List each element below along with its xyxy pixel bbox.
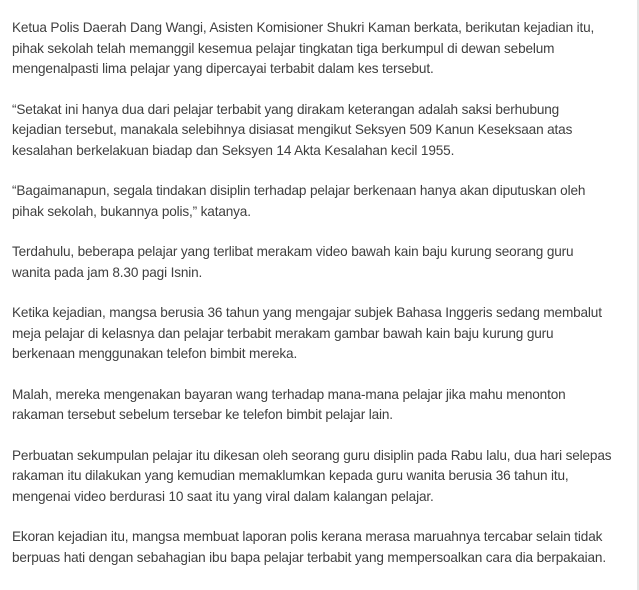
- article-paragraph-8: Ekoran kejadian itu, mangsa membuat laporan polis kerana merasa maruahnya tercabar selain tidak berpuas hati dengan sebahagian ibu bapa pelajar terbabit yang mempersoalkan cara dia berpakaian.: [12, 529, 606, 565]
- article-paragraph-3: “Bagaimanapun, segala tindakan disiplin terhadap pelajar berkenaan hanya akan diputuskan oleh pihak sekolah, bukannya polis,” katanya.: [12, 183, 586, 219]
- article-paragraph-6: Malah, mereka mengenakan bayaran wang terhadap mana-mana pelajar jika mahu menonton rakaman tersebut sebelum tersebar ke telefon bimbit pelajar lain.: [12, 386, 566, 422]
- article-paragraph-2: “Setakat ini hanya dua dari pelajar terbabit yang dirakam keterangan adalah saksi berhubung kejadian tersebut, manakala selebihnya disiasat mengikut Seksyen 509 Kanun Keseksaan atas kesalahan berkelakuan biadap dan Seksyen 14 Akta Kesalahan kecil 1955.: [12, 101, 573, 158]
- article-paragraph-7: Perbuatan sekumpulan pelajar itu dikesan oleh seorang guru disiplin pada Rabu lalu, dua hari selepas rakaman itu dilakukan yang kemudian memaklumkan kepada guru wanita berusia 36 tahun itu, mengenai video berdurasi 10 saat itu yang viral dalam kalangan pelajar.: [12, 447, 612, 504]
- article-body: [12, 18, 612, 588]
- article-paragraph-4: Terdahulu, beberapa pelajar yang terlibat merakam video bawah kain baju kurung seorang guru wanita pada jam 8.30 pagi Isnin.: [12, 244, 574, 280]
- article-paragraph-5: Ketika kejadian, mangsa berusia 36 tahun yang mengajar subjek Bahasa Inggeris sedang membalut meja pelajar di kelasnya dan pelajar terbabit merakam gambar bawah kain baju kurung guru berkenaan menggunakan telefon bimbit mereka.: [12, 305, 602, 361]
- article-paragraph-1: Ketua Polis Daerah Dang Wangi, Asisten Komisioner Shukri Kaman berkata, berikutan kejadian itu, pihak sekolah telah memanggil kesemua pelajar tingkatan tiga berkumpul di dewan sebelum mengenalpasti lima pelajar yang dipercayai terbabit dalam kes tersebut.: [12, 20, 595, 76]
